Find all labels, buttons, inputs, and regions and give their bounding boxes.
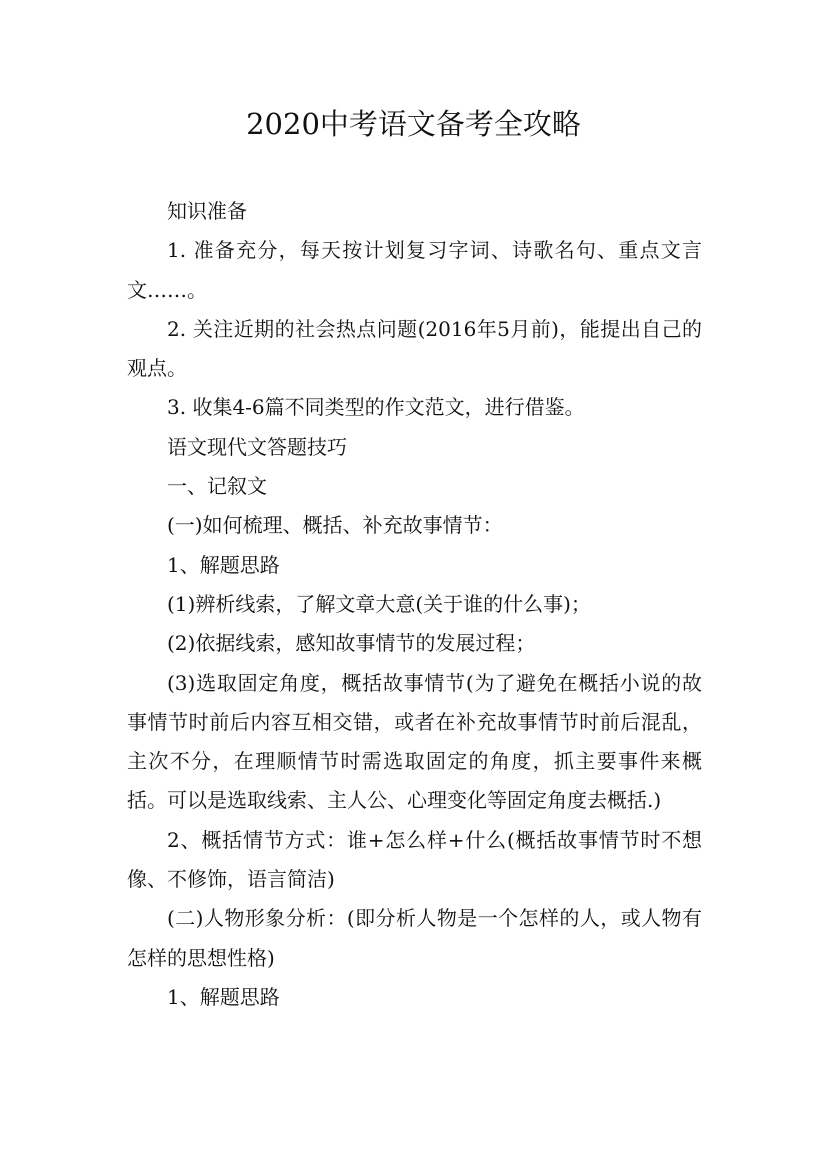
paragraph-prep-item-3: 3. 收集4-6篇不同类型的作文范文，进行借鉴。 xyxy=(167,395,585,420)
paragraph-plot-method: 2、概括情节方式：谁+怎么样+什么(概括故事情节时不想像、不修饰，语言简洁) xyxy=(127,827,702,892)
document-body xyxy=(127,192,702,1017)
subsection-heading-plot: (一)如何梳理、概括、补充故事情节： xyxy=(167,513,503,538)
paragraph-step-2: (2)依据线索，感知故事情节的发展过程； xyxy=(167,631,536,656)
paragraph-step-3: (3)选取固定角度，概括故事情节(为了避免在概括小说的故事情节时前后内容互相交错，或者在补充故事情节时前后混乱，主次不分，在理顺情节时需选取固定的角度，抓主要事件来概括。可以是选取线索、主人公、心理变化等固定角度去概括.) xyxy=(127,670,702,813)
section-heading-knowledge-prep: 知识准备 xyxy=(167,199,247,223)
item-heading-approach: 1、解题思路 xyxy=(167,552,280,577)
section-heading-narrative: 一、记叙文 xyxy=(167,474,267,499)
document-title: 2020中考语文备考全攻略 xyxy=(246,107,581,141)
section-heading-modern-text-tips: 语文现代文答题技巧 xyxy=(167,434,347,459)
subsection-heading-character: (二)人物形象分析：(即分析人物是一个怎样的人，或人物有怎样的思想性格) xyxy=(127,906,702,970)
item-heading-approach-2: 1、解题思路 xyxy=(167,984,280,1009)
paragraph-prep-item-2: 2. 关注近期的社会热点问题(2016年5月前)，能提出自己的观点。 xyxy=(127,316,702,381)
paragraph-prep-item-1: 1. 准备充分，每天按计划复习字词、诗歌名句、重点文言文……。 xyxy=(127,238,702,302)
paragraph-step-1: (1)辨析线索，了解文章大意(关于谁的什么事)； xyxy=(167,591,591,616)
